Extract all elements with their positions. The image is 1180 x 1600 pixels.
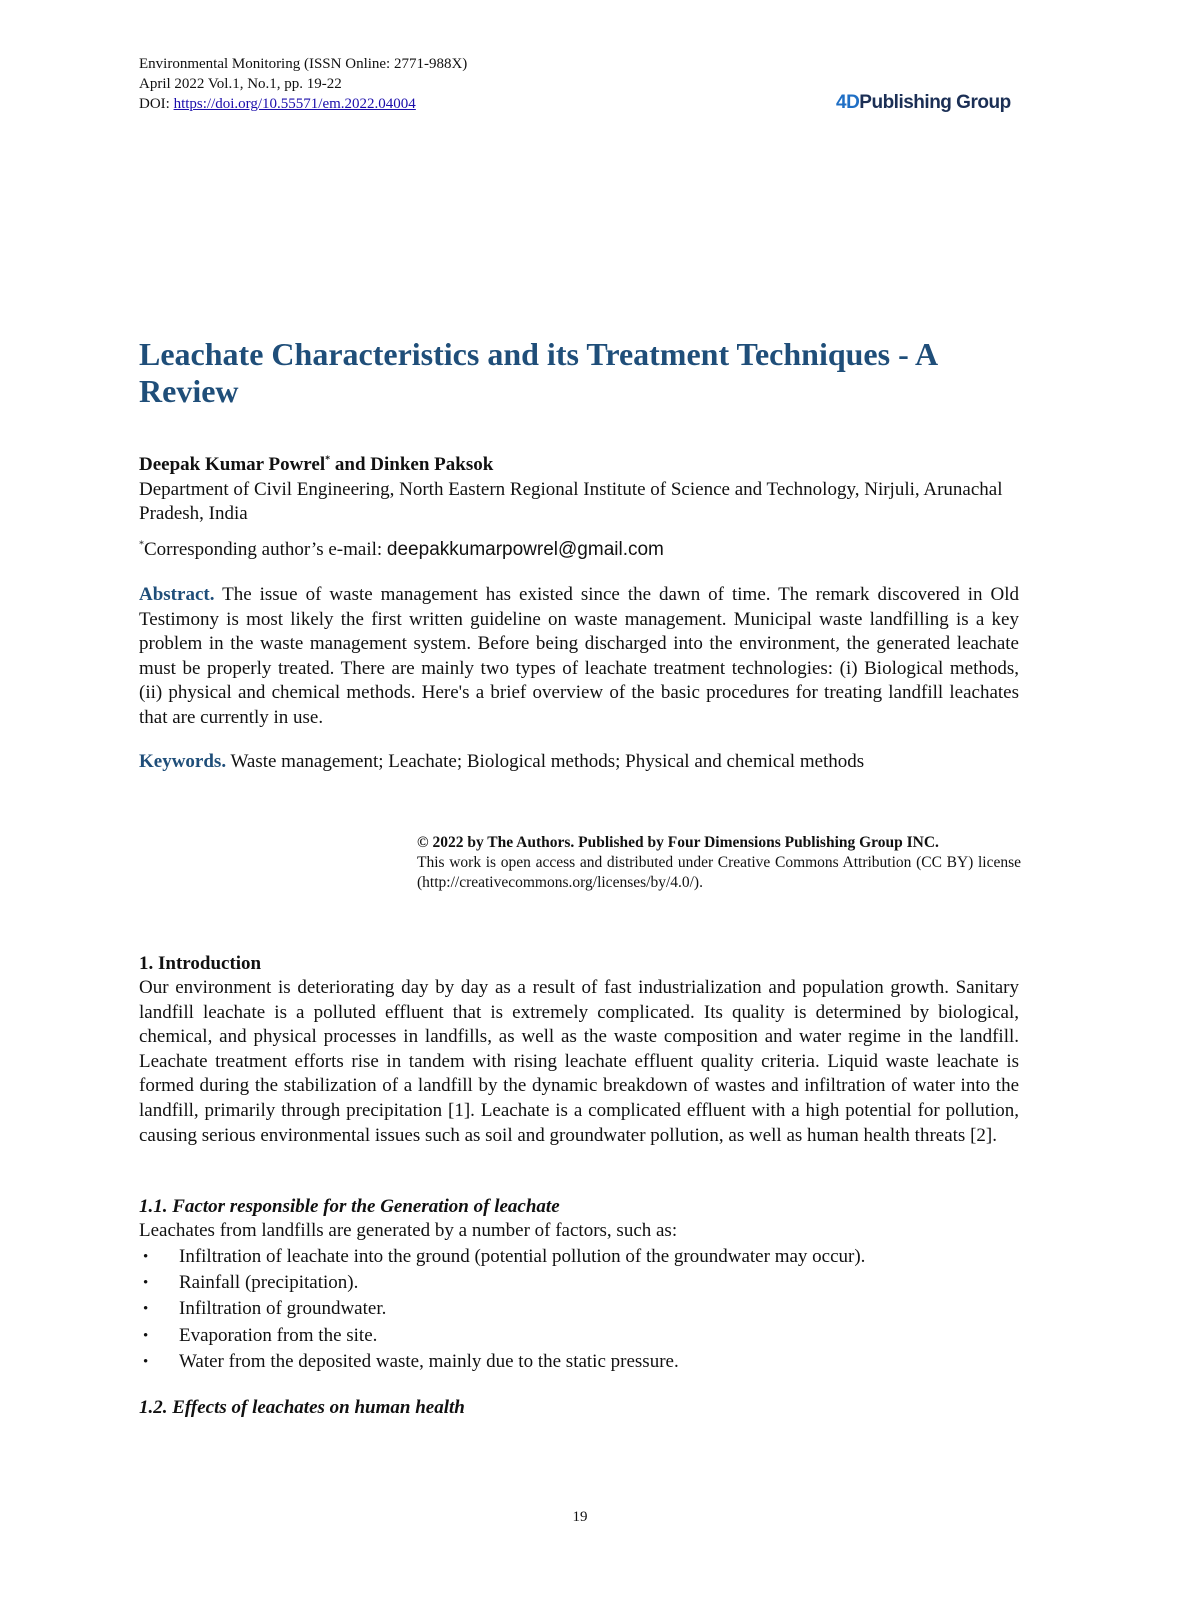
list-item-text: Infiltration of leachate into the ground (potential pollution of the groundwater may occur). <box>179 1246 866 1267</box>
list-item-text: Infiltration of groundwater. <box>179 1298 387 1320</box>
keywords-label: Keywords. <box>139 751 227 772</box>
author-list <box>139 454 493 476</box>
journal-info <box>139 54 467 114</box>
corresponding-label: Corresponding author’s e-mail: <box>144 539 387 560</box>
bullet-icon: • <box>143 1275 149 1292</box>
keywords <box>139 751 1019 773</box>
factors-intro-text: Leachates from landfills are generated by a number of factors, such as: <box>139 1220 678 1241</box>
doi-label: DOI: <box>139 96 174 112</box>
bullet-icon: • <box>143 1327 149 1344</box>
section-heading-introduction: 1. Introduction <box>139 953 262 974</box>
keywords-text: Waste management; Leachate; Biological methods; Physical and chemical methods <box>226 751 865 772</box>
list-item-text: Rainfall (precipitation). <box>179 1272 359 1294</box>
publisher-logo <box>836 92 1011 114</box>
list-item-text: Water from the deposited waste, mainly due to the static pressure. <box>179 1350 679 1372</box>
journal-issue-line: April 2022 Vol.1, No.1, pp. 19-22 <box>139 76 342 92</box>
abstract <box>139 583 1019 731</box>
page-number: 19 <box>572 1509 588 1525</box>
author-first: Deepak Kumar Powrel <box>139 454 326 475</box>
corresponding-marker: * <box>139 539 144 551</box>
doi-link[interactable]: https://doi.org/10.55571/em.2022.04004 <box>173 96 416 112</box>
corresponding-author <box>139 539 664 561</box>
paper-title: Leachate Characteristics and its Treatment Techniques - A Review <box>139 336 937 409</box>
abstract-label: Abstract. <box>139 584 215 605</box>
affiliation: Department of Civil Engineering, North Eastern Regional Institute of Science and Technology, Nirjuli, Arunachal Pradesh, India <box>139 479 1003 524</box>
doi-line <box>139 94 467 114</box>
list-item-text: Evaporation from the site. <box>179 1324 378 1346</box>
bullet-icon: • <box>143 1301 149 1318</box>
subsection-heading-factors: 1.1. Factor responsible for the Generation of leachate <box>139 1196 560 1217</box>
corresponding-email[interactable]: deepakkumarpowrel@gmail.com <box>386 539 664 560</box>
journal-name-line: Environmental Monitoring (ISSN Online: 2771-988X) <box>139 56 468 72</box>
list-item <box>139 1244 1019 1270</box>
list-item <box>139 1323 1019 1349</box>
factors-list <box>139 1244 1019 1375</box>
list-item <box>139 1270 1019 1296</box>
list-item <box>139 1349 1019 1375</box>
author-marker: * <box>325 454 331 466</box>
subsection-heading-health-effects: 1.2. Effects of leachates on human health <box>139 1397 465 1418</box>
bullet-icon: • <box>143 1249 149 1265</box>
license-text: This work is open access and distributed under Creative Commons Attribution (CC BY) license (http://creativecommons.org/licenses/by/4.0/). <box>417 854 1021 891</box>
bullet-icon: • <box>143 1353 149 1370</box>
copyright-line: © 2022 by The Authors. Published by Four Dimensions Publishing Group INC. <box>417 834 939 851</box>
abstract-text: The issue of waste management has existed since the dawn of time. The remark discovered in Old Testimony is most likely the first written guideline on waste management. Municipal waste landfilling is a key problem in the waste management system. Before being discharged into the environment, the generated leachate must be properly treated. There are mainly two types of leachate treatment technologies: (i) Biological methods, (ii) physical and chemical methods. Here's a brief overview of the basic procedures for treating landfill leachates that are currently in use. <box>139 584 1019 728</box>
introduction-text: Our environment is deteriorating day by day as a result of fast industrialization and population growth. Sanitary landfill leachate is a polluted effluent that is extremely complicated. Its quality is determined by biological, chemical, and physical processes in landfills, as well as the waste composition and water regime in the landfill. Leachate treatment efforts rise in tandem with rising leachate effluent quality criteria. Liquid waste leachate is formed during the stabilization of a landfill by the dynamic breakdown of wastes and infiltration of water into the landfill, primarily through precipitation [1]. Leachate is a complicated effluent with a high potential for pollution, causing serious environmental issues such as soil and groundwater pollution, as well as human health threats [2]. <box>139 977 1019 1146</box>
publisher-logo-text: Publishing Group <box>859 92 1011 113</box>
license-notice <box>417 833 1021 893</box>
list-item <box>139 1296 1019 1322</box>
author-rest: and Dinken Paksok <box>330 454 494 475</box>
publisher-logo-mark: 4D <box>836 92 860 113</box>
